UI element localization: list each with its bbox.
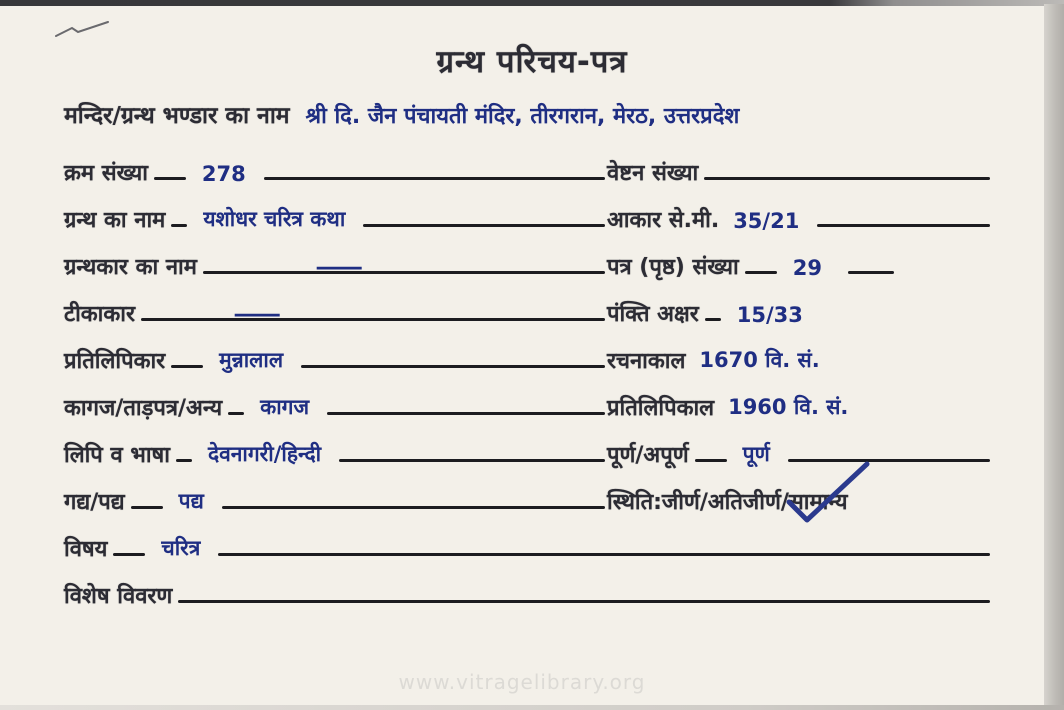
field-vishesh-vivaran	[64, 584, 992, 610]
field-label: आकार से.मी.	[607, 207, 720, 233]
temple-name-row	[64, 98, 1040, 130]
rule-line	[745, 271, 777, 274]
field-sthiti	[607, 490, 992, 516]
field-label: पूर्ण/अपूर्ण	[607, 442, 689, 468]
field-label: गद्य/पद्य	[64, 489, 125, 515]
field-value: 1960 वि. सं.	[728, 395, 849, 419]
field-label: ग्रन्थकार का नाम	[64, 254, 197, 280]
field-tikakar	[64, 302, 607, 328]
form-row	[64, 140, 992, 187]
rule-line	[363, 224, 605, 227]
field-value: चरित्र	[161, 536, 201, 560]
field-value: पूर्ण	[742, 442, 770, 466]
temple-name-label: मन्दिर/ग्रन्थ भण्डार का नाम	[64, 103, 290, 129]
rule-line	[131, 506, 163, 509]
rule-line	[113, 553, 145, 556]
scan-edge-top	[0, 0, 1064, 6]
field-label: लिपि व भाषा	[64, 442, 170, 468]
field-label: विषय	[64, 536, 108, 562]
dash-value: —	[232, 302, 283, 326]
field-label: टीकाकार	[64, 301, 135, 327]
rule-line	[154, 177, 186, 180]
field-label: रचनाकाल	[607, 348, 686, 374]
field-patra-sankhya	[607, 255, 992, 281]
field-value: 1670 वि. सं.	[699, 348, 820, 372]
watermark-text: www.vitragelibrary.org	[398, 670, 646, 694]
rule-line	[222, 506, 605, 509]
rule-line	[264, 177, 605, 180]
checked-option	[789, 490, 848, 516]
field-label: वेष्टन संख्या	[607, 160, 699, 186]
field-veshtan-sankhya	[607, 161, 992, 187]
temple-name-value: श्री दि. जैन पंचायती मंदिर, तीरगरान, मेरठ, उत्तरप्रदेश	[305, 104, 740, 129]
field-gadya-padya	[64, 487, 607, 516]
form-row	[64, 187, 992, 234]
field-value: मुन्नालाल	[219, 348, 284, 372]
checkmark-icon	[781, 458, 877, 530]
rule-line	[203, 271, 605, 274]
rule-line	[817, 224, 990, 227]
rule-line	[171, 224, 187, 227]
field-label: पंक्ति अक्षर	[607, 301, 699, 327]
scan-edge-right	[1044, 4, 1064, 710]
form-row	[64, 469, 992, 516]
rule-line	[176, 459, 192, 462]
form-row	[64, 328, 992, 375]
field-label: ग्रन्थ का नाम	[64, 207, 166, 233]
rule-line	[848, 271, 894, 274]
rule-line	[695, 459, 727, 462]
field-value: यशोधर चरित्र कथा	[203, 207, 346, 231]
field-kagaj-tadpatra	[64, 393, 607, 422]
field-kram-sankhya	[64, 161, 607, 187]
rule-line	[301, 365, 605, 368]
rule-line	[141, 318, 605, 321]
rule-line	[218, 553, 990, 556]
form-row	[64, 563, 992, 610]
scan-edge-bottom	[0, 705, 1064, 710]
field-value: 278	[201, 162, 246, 186]
field-value: 29	[792, 256, 822, 280]
form-row	[64, 234, 992, 281]
field-rachnakal	[607, 346, 992, 375]
form-row	[64, 281, 992, 328]
field-pratilipikar	[64, 346, 607, 375]
rule-line	[228, 412, 244, 415]
field-label: क्रम संख्या	[64, 160, 148, 186]
rule-line	[704, 177, 990, 180]
field-aakar	[607, 208, 992, 234]
rule-line	[178, 600, 990, 603]
rule-line	[327, 412, 605, 415]
pen-scratch-mark	[52, 18, 112, 44]
field-value: देवनागरी/हिन्दी	[207, 442, 322, 466]
rule-line	[705, 318, 721, 321]
field-vishay	[64, 534, 992, 563]
field-lipi-bhasha	[64, 440, 607, 469]
field-label: प्रतिलिपिकार	[64, 348, 166, 374]
field-value: पद्य	[178, 489, 204, 513]
field-value: 15/33	[736, 303, 803, 327]
rule-line	[339, 459, 605, 462]
field-value: कागज	[260, 395, 310, 419]
field-label: प्रतिलिपिकाल	[607, 395, 715, 421]
field-label: विशेष विवरण	[64, 583, 173, 609]
field-granth-naam	[64, 205, 607, 234]
page-title: ग्रन्थ परिचय-पत्र	[436, 44, 628, 80]
field-granthkar-naam	[64, 255, 607, 281]
checked-option-text: सामान्य	[788, 489, 848, 515]
dash-value: —	[314, 255, 365, 279]
rule-line	[171, 365, 203, 368]
field-value: 35/21	[733, 209, 800, 233]
field-label: पत्र (पृष्ठ) संख्या	[607, 254, 739, 280]
field-label: कागज/ताड़पत्र/अन्य	[64, 395, 223, 421]
field-pankti-akshar	[607, 302, 992, 328]
form-body	[64, 140, 992, 610]
field-label: स्थिति:जीर्ण/अतिजीर्ण/	[607, 489, 789, 515]
form-row	[64, 375, 992, 422]
field-pratilipikaal	[607, 393, 992, 422]
